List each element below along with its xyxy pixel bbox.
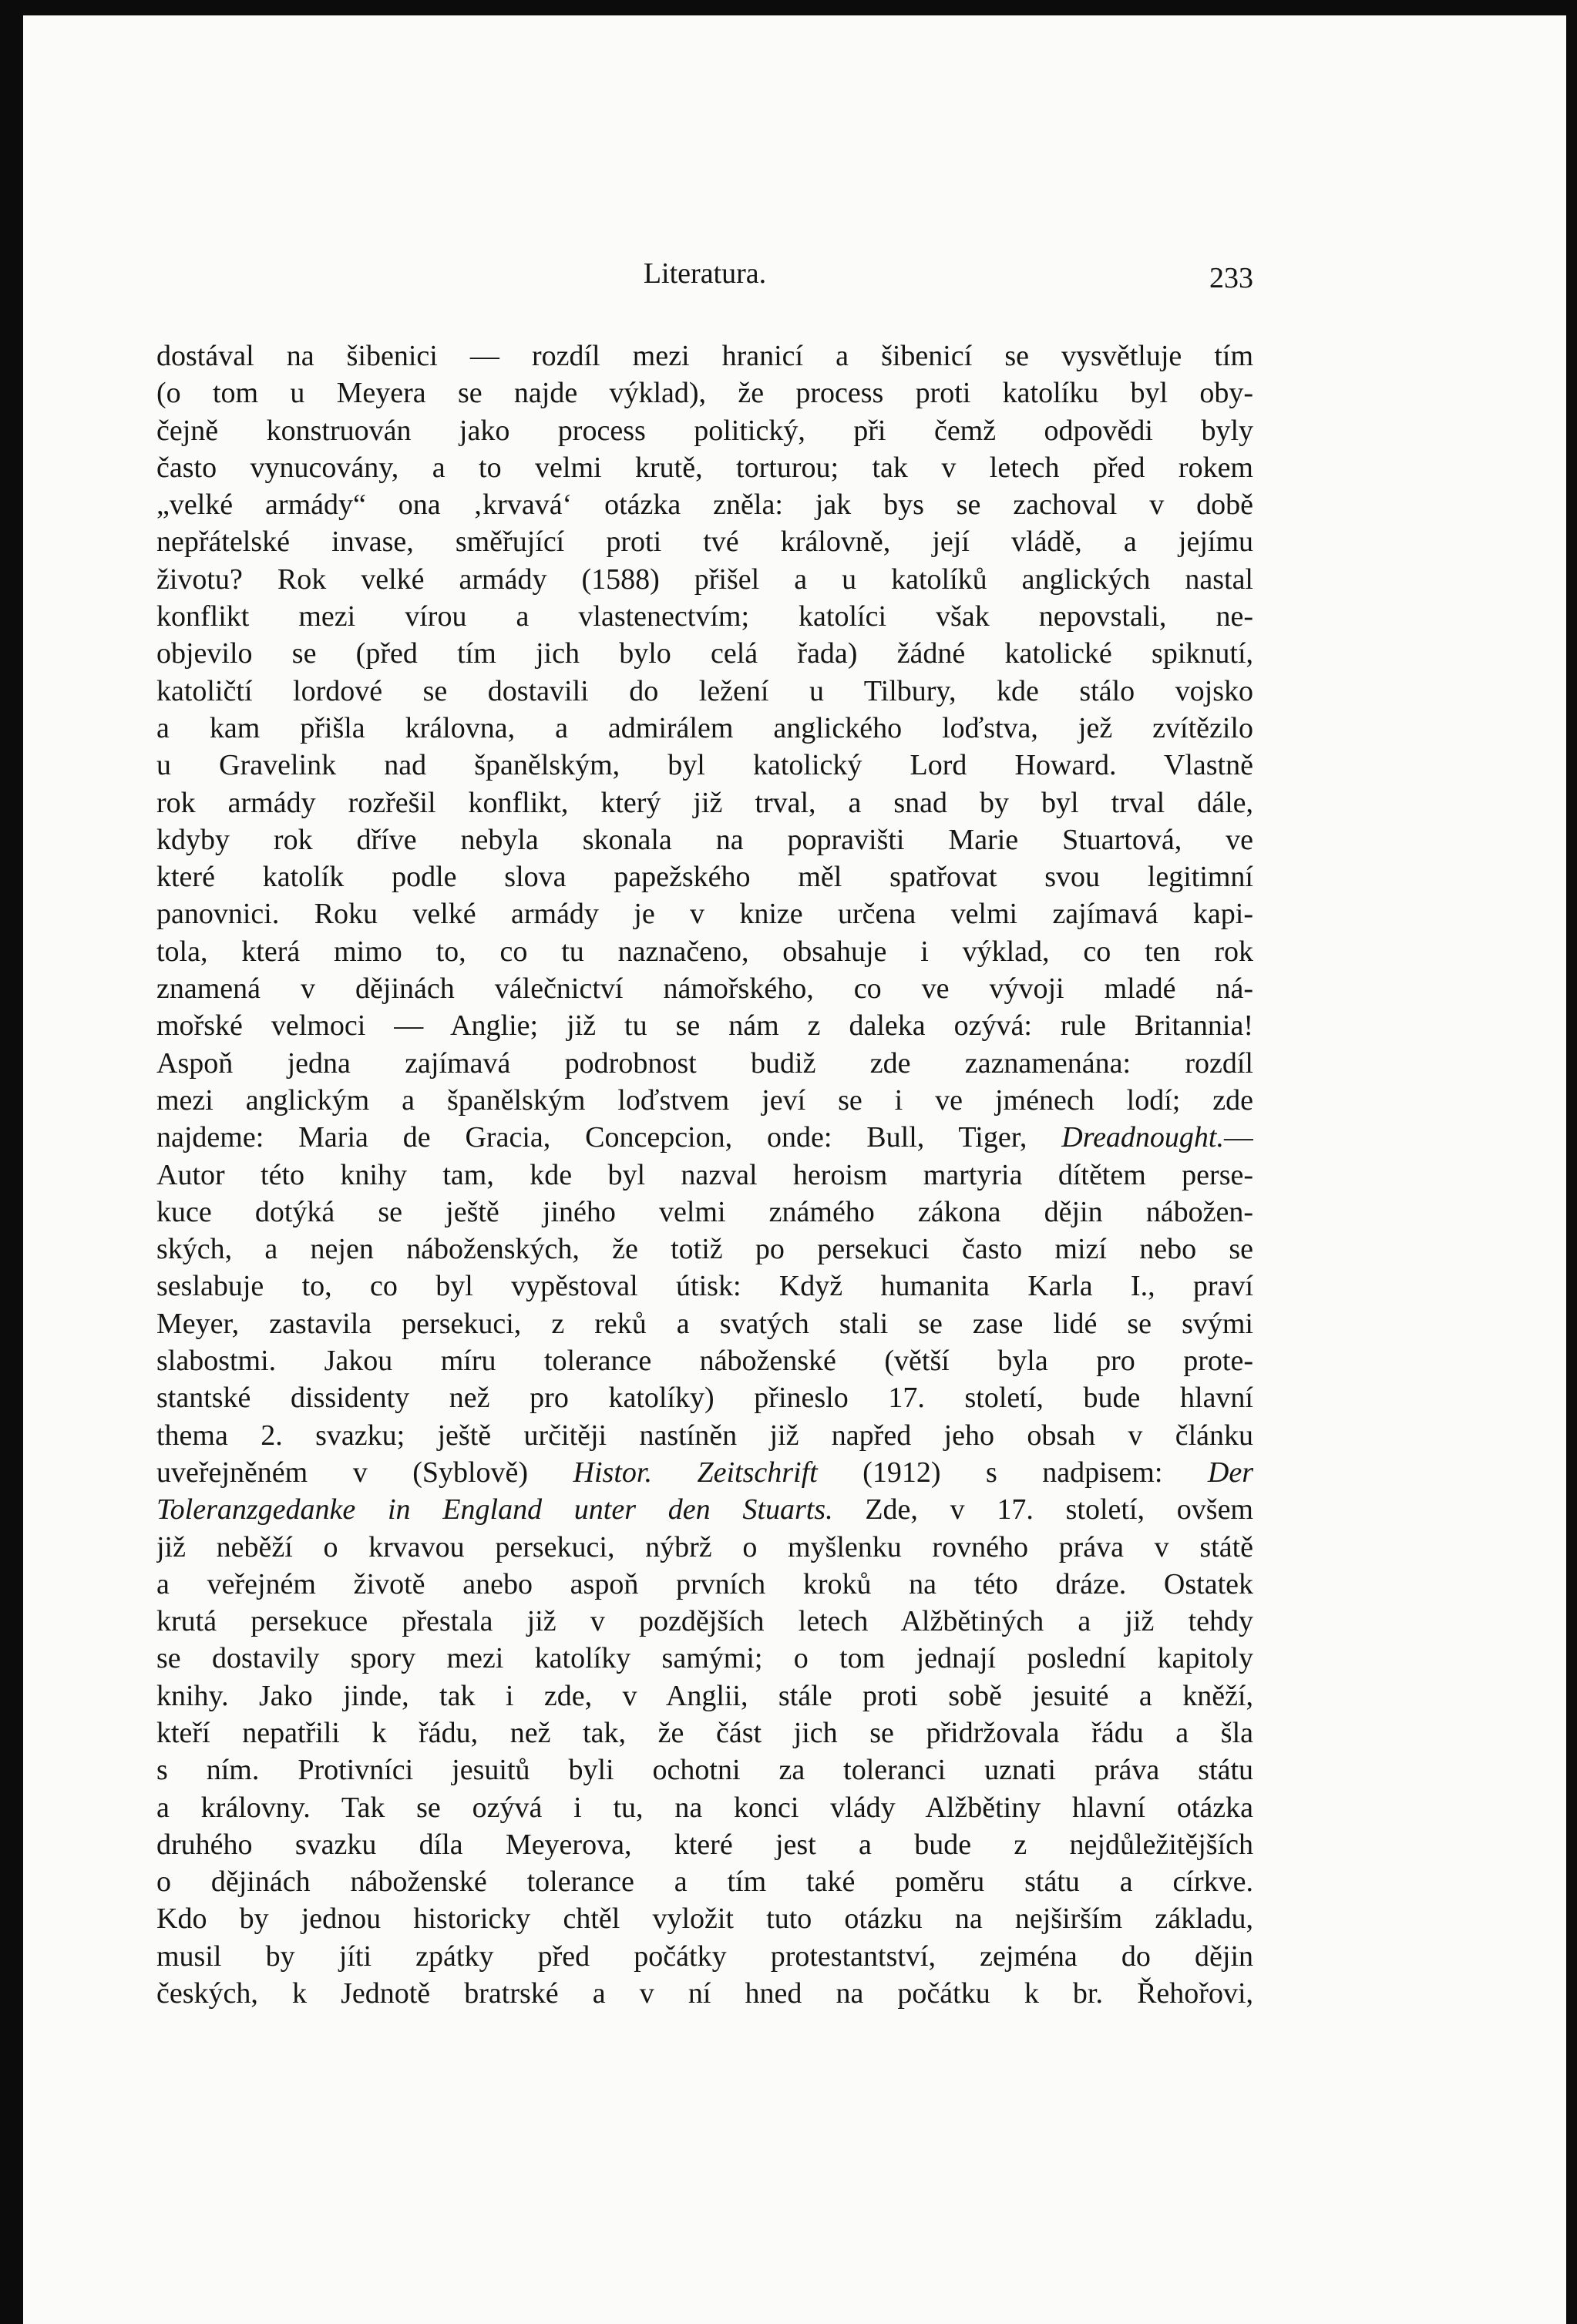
text-line: dostával na šibenici — rozdíl mezi hranicí a šibenicí se vysvětluje tím [156,340,1253,372]
text-line: kdyby rok dříve nebyla skonala na popravišti Marie Stuartová, ve [156,823,1253,856]
text-line: konflikt mezi vírou a vlastenectvím; katolíci však nepovstali, ne- [156,600,1253,633]
text-segment: najdeme: Maria de Gracia, Concepcion, onde: Bull, Tiger, [156,1121,1062,1154]
text-line-italic-mix [156,1491,1253,1528]
text-line: Kdo by jednou historicky chtěl vyložit tuto otázku na nejširším základu, [156,1903,1253,1936]
text-line: již neběží o krvavou persekuci, nýbrž o myšlenku rovného práva v státě [156,1530,1253,1563]
text-line: nepřátelské invase, směřující proti tvé královně, její vládě, a jejímu [156,526,1253,559]
running-title: Literatura. [643,257,767,290]
text-line: stantské dissidenty než pro katolíky) přineslo 17. století, bude hlavní [156,1382,1253,1415]
page-number: 233 [1209,262,1253,294]
text-line: knihy. Jako jinde, tak i zde, v Anglii, stále proti sobě jesuité a kněží, [156,1679,1253,1712]
text-line: životu? Rok velké armády (1588) přišel a u katolíků anglických nastal [156,563,1253,596]
text-line: které katolík podle slova papežského měl spatřovat svou legitimní [156,861,1253,894]
scan-border-left [0,0,23,2324]
text-line: mořské velmoci — Anglie; již tu se nám z daleka ozývá: rule Britannia! [156,1009,1253,1043]
scan-border-top [0,0,1577,15]
text-line: seslabuje to, co byl vypěstoval útisk: Když humanita Karla I., praví [156,1270,1253,1303]
text-line: znamená v dějinách válečnictví námořského, co ve vývoji mladé ná- [156,972,1253,1006]
text-line: Aspoň jedna zajímavá podrobnost budiž zde zaznamenána: rozdíl [156,1046,1253,1080]
article-title-italic: Der [1207,1456,1253,1489]
text-line: objevilo se (před tím jich bylo celá řada) žádné katolické spiknutí, [156,637,1253,670]
text-line: tola, která mimo to, co tu naznačeno, obsahuje i výklad, co ten rok [156,935,1253,968]
text-line-italic-mix [156,1119,1253,1156]
journal-title-italic: Histor. Zeitschrift [573,1456,818,1489]
text-line: mezi anglickým a španělským loďstvem jeví se i ve jménech lodí; zde [156,1083,1253,1117]
body-text [156,338,1253,2012]
text-line: rok armády rozřešil konflikt, který již trval, a snad by byl trval dále, [156,786,1253,819]
text-line: kuce dotýká se ještě jiného velmi známého zákona dějin nábožen- [156,1195,1253,1228]
text-line: druhého svazku díla Meyerova, které jest a bude z nejdůležitějších [156,1828,1253,1861]
text-line: o dějinách náboženské tolerance a tím také poměru státu a církve. [156,1866,1253,1899]
ship-name-italic: Dreadnought. [1061,1121,1224,1154]
text-line: se dostavily spory mezi katolíky samými; o tom jednají poslední kapitoly [156,1642,1253,1675]
text-line: u Gravelink nad španělským, byl katolický Lord Howard. Vlastně [156,749,1253,782]
text-line: českých, k Jednotě bratrské a v ní hned na počátku k br. Řehořovi, [156,1977,1253,2010]
text-line: musil by jíti zpátky před počátky protestantství, zejména do dějin [156,1939,1253,1973]
text-line: krutá persekuce přestala již v pozdějších letech Alžbětiných a již tehdy [156,1605,1253,1638]
running-head [156,250,1253,297]
text-line: kteří nepatřili k řádu, než tak, že část jich se přidržovala řádu a šla [156,1716,1253,1749]
text-segment: Zde, v 17. století, ovšem [832,1493,1253,1526]
text-line: a veřejném životě anebo aspoň prvních kroků na této dráze. Ostatek [156,1567,1253,1600]
text-line: s ním. Protivníci jesuitů byli ochotni za toleranci uznati práva státu [156,1754,1253,1787]
text-line: panovnici. Roku velké armády je v knize určena velmi zajímavá kapi- [156,898,1253,931]
text-segment: — [1224,1121,1253,1154]
text-line: ských, a nejen náboženských, že totiž po persekuci často mizí nebo se [156,1233,1253,1266]
scan-border-right [1566,0,1577,2324]
text-line: katoličtí lordové se dostavili do ležení u Tilbury, kde stálo vojsko [156,674,1253,707]
text-segment: uveřejněném v (Syblově) [156,1456,573,1489]
text-line: Meyer, zastavila persekuci, z reků a svatých stali se zase lidé se svými [156,1307,1253,1340]
text-segment: (1912) s nadpisem: [817,1456,1208,1489]
text-line: a kam přišla královna, a admirálem anglického loďstva, jež zvítězilo [156,711,1253,744]
text-line: čejně konstruován jako process politický, při čemž odpovědi byly [156,414,1253,447]
text-line: Autor této knihy tam, kde byl nazval heroism martyria dítětem perse- [156,1158,1253,1191]
article-title-italic: Toleranzgedanke in England unter den Stuarts. [156,1493,833,1526]
text-line: (o tom u Meyera se najde výklad), že process proti katolíku byl oby- [156,377,1253,410]
text-line: často vynucovány, a to velmi krutě, torturou; tak v letech před rokem [156,451,1253,484]
text-line: „velké armády“ ona ‚krvavá‘ otázka zněla: jak bys se zachoval v době [156,489,1253,522]
text-line: a královny. Tak se ozývá i tu, na konci vlády Alžbětiny hlavní otázka [156,1791,1253,1824]
text-line: thema 2. svazku; ještě určitěji nastíněn již napřed jeho obsah v článku [156,1419,1253,1452]
text-line-italic-mix [156,1454,1253,1491]
text-line: slabostmi. Jakou míru tolerance náboženské (větší byla pro prote- [156,1345,1253,1378]
